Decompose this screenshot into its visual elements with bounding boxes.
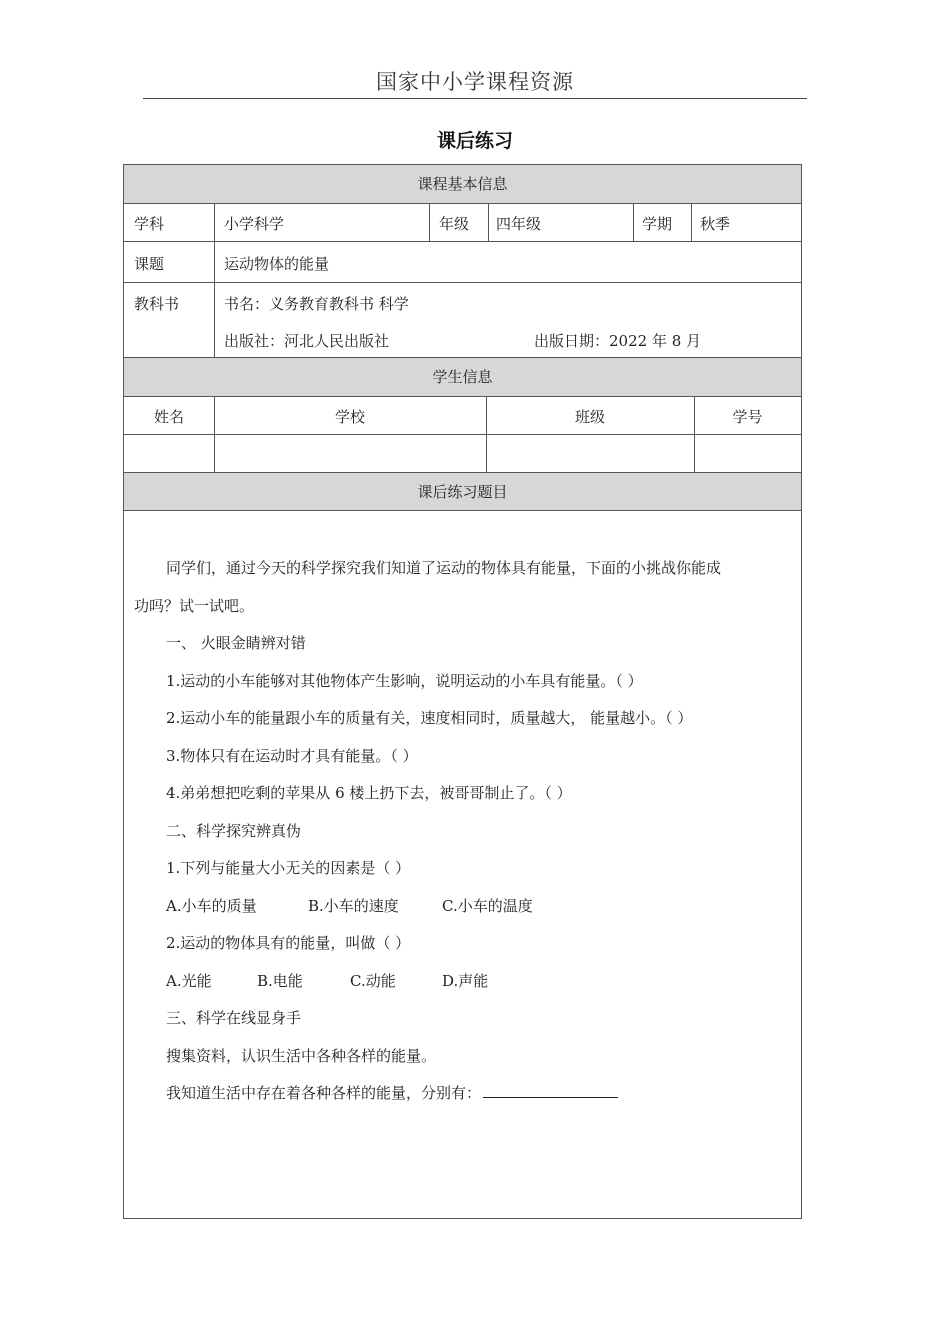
topic-row	[124, 242, 801, 283]
part3-title: 三、科学在线显身手	[166, 1009, 302, 1027]
part3-task: 搜集资料，认识生活中各种各样的能量。	[166, 1047, 437, 1065]
textbook-label: 教科书	[134, 295, 180, 313]
exercise-header	[124, 473, 801, 511]
textbook-row	[124, 283, 801, 358]
q1-option-c: C.小车的温度	[442, 897, 533, 915]
topic-label: 课题	[134, 255, 165, 273]
q2-option-b: B.电能	[257, 972, 303, 990]
part2-question-2: 2.运动的物体具有的能量，叫做（ ）	[166, 934, 411, 952]
term-label: 学期	[642, 215, 673, 233]
q1-option-b: B.小车的速度	[308, 897, 399, 915]
part1-item-2: 2.运动小车的能量跟小车的质量有关，速度相同时，质量越大， 能量越小。（ ）	[166, 709, 693, 727]
header-divider	[143, 98, 807, 99]
fill-prompt: 我知道生活中存在着各种各样的能量，分别有：	[166, 1084, 482, 1102]
student-id-cell[interactable]	[695, 435, 801, 472]
site-header-title: 国家中小学课程资源	[376, 70, 574, 94]
term-value: 秋季	[700, 215, 731, 233]
publish-date: 出版日期：2022 年 8 月	[534, 332, 702, 350]
intro-line-2: 功吗？试一试吧。	[134, 597, 255, 615]
topic-value: 运动物体的能量	[224, 255, 330, 273]
worksheet-table	[123, 164, 802, 1219]
answer-blank[interactable]	[483, 1083, 618, 1098]
student-school-cell[interactable]	[215, 435, 486, 472]
fill-prompt-line	[166, 1082, 618, 1103]
student-info-label: 学生信息	[432, 368, 493, 386]
part2-title: 二、科学探究辨真伪	[166, 822, 302, 840]
part1-item-1: 1.运动的小车能够对其他物体产生影响，说明运动的小车具有能量。（ ）	[166, 672, 643, 690]
student-name-cell[interactable]	[124, 435, 214, 472]
student-class-header: 班级	[574, 408, 605, 426]
student-id-header: 学号	[732, 408, 763, 426]
subject-value: 小学科学	[224, 215, 285, 233]
grade-label: 年级	[439, 215, 470, 233]
part2-question-1: 1.下列与能量大小无关的因素是（ ）	[166, 859, 411, 877]
grade-value: 四年级	[496, 215, 542, 233]
part1-title: 一、 火眼金睛辨对错	[166, 634, 306, 652]
book-name: 书名：义务教育教科书 科学	[224, 295, 409, 313]
part1-item-4: 4.弟弟想把吃剩的苹果从 6 楼上扔下去，被哥哥制止了。（ ）	[166, 784, 572, 802]
student-info-header	[124, 358, 801, 397]
intro-line-1: 同学们，通过今天的科学探究我们知道了运动的物体具有能量，下面的小挑战你能成	[166, 559, 722, 577]
student-entry-row	[124, 435, 801, 473]
document-title: 课后练习	[436, 130, 513, 152]
course-info-label: 课程基本信息	[417, 175, 508, 193]
course-info-header	[124, 165, 801, 204]
q2-option-a: A.光能	[166, 972, 212, 990]
student-school-header: 学校	[334, 408, 365, 426]
q2-option-d: D.声能	[442, 972, 489, 990]
subject-label: 学科	[134, 215, 165, 233]
q2-option-c: C.动能	[350, 972, 396, 990]
publisher: 出版社：河北人民出版社	[224, 332, 390, 350]
student-header-row	[124, 397, 801, 435]
q1-option-a: A.小车的质量	[166, 897, 257, 915]
part1-item-3: 3.物体只有在运动时才具有能量。（ ）	[166, 747, 418, 765]
course-meta-row	[124, 204, 801, 242]
student-class-cell[interactable]	[487, 435, 694, 472]
student-name-header: 姓名	[153, 408, 184, 426]
exercise-label: 课后练习题目	[417, 483, 508, 501]
